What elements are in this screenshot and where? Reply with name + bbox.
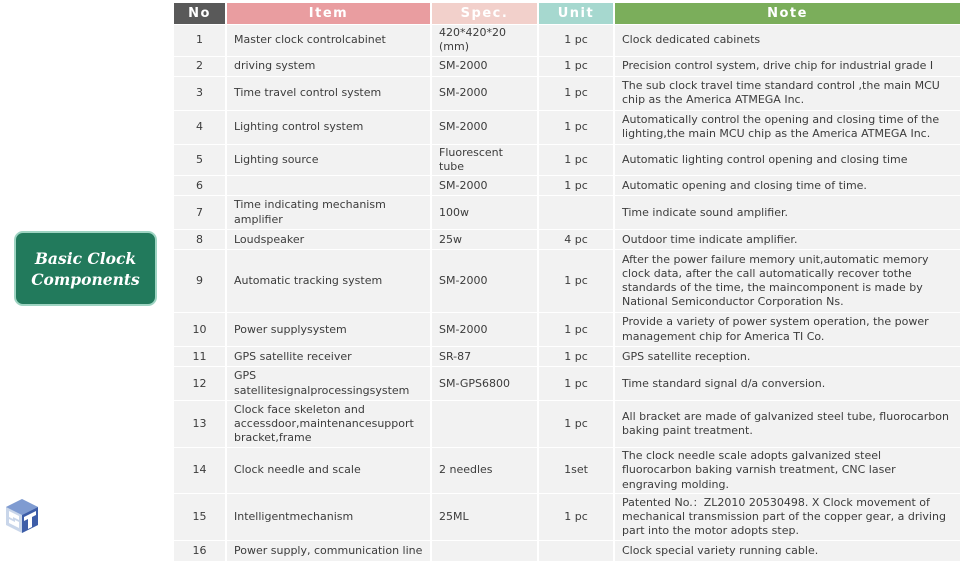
row-spec: Fluorescent tube xyxy=(432,145,537,176)
table-row xyxy=(174,57,960,76)
row-spec xyxy=(432,541,537,561)
table-row xyxy=(174,541,960,561)
row-item: Power supplysystem xyxy=(227,313,430,346)
row-unit: 1 pc xyxy=(539,313,613,346)
row-spec: SM-2000 xyxy=(432,176,537,195)
row-item: GPS satellite receiver xyxy=(227,347,430,366)
row-unit: 1 pc xyxy=(539,25,613,56)
row-spec xyxy=(432,401,537,447)
row-no: 6 xyxy=(174,176,225,195)
table-row xyxy=(174,77,960,110)
row-item: Power supply, communication line xyxy=(227,541,430,561)
row-no: 2 xyxy=(174,57,225,76)
row-spec: 420*420*20 (mm) xyxy=(432,25,537,56)
row-item: driving system xyxy=(227,57,430,76)
header-item: Item xyxy=(227,3,430,24)
table-row xyxy=(174,145,960,176)
row-spec: 100w xyxy=(432,196,537,229)
row-spec: SM-2000 xyxy=(432,57,537,76)
row-unit: 1 pc xyxy=(539,250,613,312)
row-spec: 2 needles xyxy=(432,448,537,493)
row-note: Time indicate sound amplifier. xyxy=(615,196,960,229)
row-no: 12 xyxy=(174,367,225,400)
row-item: Master clock controlcabinet xyxy=(227,25,430,56)
table-row xyxy=(174,347,960,366)
row-unit: 1 pc xyxy=(539,145,613,176)
section-badge xyxy=(14,231,157,306)
row-unit: 1 pc xyxy=(539,111,613,144)
table-row xyxy=(174,494,960,540)
row-no: 8 xyxy=(174,230,225,249)
row-note: Automatically control the opening and closing time of the lighting,the main MCU chip as the America ATMEGA Inc. xyxy=(615,111,960,144)
row-no: 3 xyxy=(174,77,225,110)
company-logo-icon xyxy=(2,497,42,535)
table-row xyxy=(174,250,960,312)
row-no: 4 xyxy=(174,111,225,144)
badge-line-2: Components xyxy=(31,269,140,289)
row-spec: SR-87 xyxy=(432,347,537,366)
row-no: 16 xyxy=(174,541,225,561)
row-unit xyxy=(539,196,613,229)
badge-line-1: Basic Clock xyxy=(34,248,137,268)
table-header-row xyxy=(174,3,960,24)
header-unit: Unit xyxy=(539,3,613,24)
row-note: Automatic lighting control opening and closing time xyxy=(615,145,960,176)
row-item xyxy=(227,176,430,195)
row-note: The sub clock travel time standard control ,the main MCU chip as the America ATMEGA Inc. xyxy=(615,77,960,110)
row-spec: SM-2000 xyxy=(432,250,537,312)
table-row xyxy=(174,448,960,493)
row-unit: 1 pc xyxy=(539,347,613,366)
row-no: 13 xyxy=(174,401,225,447)
row-note: Provide a variety of power system operation, the power management chip for America TI Co. xyxy=(615,313,960,346)
row-unit: 1 pc xyxy=(539,77,613,110)
row-note: The clock needle scale adopts galvanized steel fluorocarbon baking varnish treatment, CNC laser engraving molding. xyxy=(615,448,960,493)
row-spec: 25ML xyxy=(432,494,537,540)
table-row xyxy=(174,25,960,56)
row-no: 15 xyxy=(174,494,225,540)
header-spec: Spec. xyxy=(432,3,537,24)
row-no: 7 xyxy=(174,196,225,229)
table-row xyxy=(174,111,960,144)
row-item: Time travel control system xyxy=(227,77,430,110)
row-note: Clock special variety running cable. xyxy=(615,541,960,561)
row-no: 10 xyxy=(174,313,225,346)
row-spec: SM-2000 xyxy=(432,313,537,346)
row-unit: 1 pc xyxy=(539,57,613,76)
row-spec: 25w xyxy=(432,230,537,249)
row-item: Lighting source xyxy=(227,145,430,176)
components-table xyxy=(172,2,960,562)
row-note: Clock dedicated cabinets xyxy=(615,25,960,56)
row-item: Clock face skeleton and accessdoor,maintenancesupport bracket,frame xyxy=(227,401,430,447)
row-note: After the power failure memory unit,automatic memory clock data, after the call automatically recover tothe standards of the time, the maincomponent is made by National Semiconductor Corporation Ns. xyxy=(615,250,960,312)
row-item: Time indicating mechanism amplifier xyxy=(227,196,430,229)
row-note: Precision control system, drive chip for industrial grade I xyxy=(615,57,960,76)
row-item: Lighting control system xyxy=(227,111,430,144)
row-no: 9 xyxy=(174,250,225,312)
row-note: Patented No.：ZL2010 20530498. X Clock movement of mechanical transmission part of the copper gear, a driving part into the motor adopts step. xyxy=(615,494,960,540)
row-item: Loudspeaker xyxy=(227,230,430,249)
row-note: Outdoor time indicate amplifier. xyxy=(615,230,960,249)
row-unit: 1 pc xyxy=(539,494,613,540)
row-spec: SM-2000 xyxy=(432,77,537,110)
header-note: Note xyxy=(615,3,960,24)
row-note: GPS satellite reception. xyxy=(615,347,960,366)
row-unit: 1 pc xyxy=(539,401,613,447)
row-spec: SM-2000 xyxy=(432,111,537,144)
row-spec: SM-GPS6800 xyxy=(432,367,537,400)
row-note: All bracket are made of galvanized steel tube, fluorocarbon baking paint treatment. xyxy=(615,401,960,447)
row-unit: 1 pc xyxy=(539,176,613,195)
row-note: Time standard signal d/a conversion. xyxy=(615,367,960,400)
row-unit: 1set xyxy=(539,448,613,493)
table-row xyxy=(174,230,960,249)
row-no: 5 xyxy=(174,145,225,176)
table-row xyxy=(174,313,960,346)
row-item: Intelligentmechanism xyxy=(227,494,430,540)
row-no: 14 xyxy=(174,448,225,493)
table-row xyxy=(174,367,960,400)
row-item: Clock needle and scale xyxy=(227,448,430,493)
header-no: No xyxy=(174,3,225,24)
row-note: Automatic opening and closing time of time. xyxy=(615,176,960,195)
table-row xyxy=(174,176,960,195)
table-row xyxy=(174,401,960,447)
row-unit xyxy=(539,541,613,561)
row-no: 1 xyxy=(174,25,225,56)
row-unit: 4 pc xyxy=(539,230,613,249)
row-no: 11 xyxy=(174,347,225,366)
row-item: Automatic tracking system xyxy=(227,250,430,312)
row-unit: 1 pc xyxy=(539,367,613,400)
row-item: GPS satellitesignalprocessingsystem xyxy=(227,367,430,400)
table-row xyxy=(174,196,960,229)
